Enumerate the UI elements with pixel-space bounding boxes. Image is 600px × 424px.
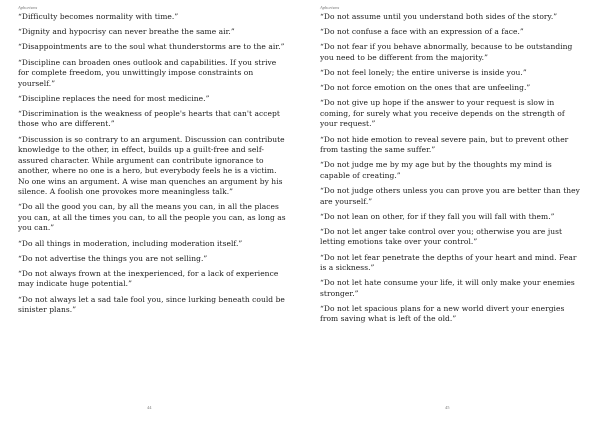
quote: “Do all the good you can, by all the means you can, in all the places you can, at all the times you can, to all the people you can, as long as you can.” [18, 202, 286, 233]
quote: “Disappointments are to the soul what thunderstorms are to the air.” [18, 42, 285, 52]
page-number-left: 44 [147, 405, 152, 410]
quote: “Do not let anger take control over you; otherwise you are just letting emotions take over your control.” [320, 226, 563, 247]
quote: “Do not judge others unless you can prove you are better than they are yourself.” [320, 186, 580, 206]
quote: “Do not always frown at the inexperienced, for a lack of experience may indicate huge potential.” [18, 268, 279, 289]
quote: “Do all things in moderation, including moderation itself.” [18, 238, 243, 248]
quote: “Discussion is so contrary to an argument. Discussion can contribute knowledge to the other, in effect, builds up a guilt-free and self-assured character. While argument can contribute ignorance to another, where no one is a hero, but everybody feels he is a victim. No one wins an argument. A wise man quenches an argument by his silence. A foolish one provokes more meaningless talk.” [18, 134, 285, 197]
quote: “Do not lean on other, for if they fall you will fall with them.” [320, 211, 555, 221]
quote: “Do not always let a sad tale fool you, since lurking beneath could be sinister plans.” [18, 294, 285, 315]
quote: “Do not force emotion on the ones that are unfeeling.” [320, 83, 531, 93]
quote: “Do not confuse a face with an expression of a face.” [320, 27, 524, 37]
quote-list-left [18, 12, 286, 320]
quote: “Discrimination is the weakness of people's hearts that can't accept those who are different.” [18, 108, 280, 129]
running-head-left: Aphorisms [18, 5, 38, 10]
quote-list-right [320, 12, 584, 330]
right-page [300, 0, 600, 424]
quote: “Discipline can broaden ones outlook and capabilities. If you strive for complete freedom, you unwittingly impose constraints on yourself.” [18, 57, 277, 88]
quote: “Do not let fear penetrate the depths of your heart and mind. Fear is a sickness.” [320, 252, 577, 273]
quote: “Do not fear if you behave abnormally, because to be outstanding you need to be different from the majority.” [320, 42, 573, 62]
quote: “Do not advertise the things you are not selling.” [18, 253, 208, 263]
running-head-right: Aphorisms [320, 5, 340, 10]
quote: “Discipline replaces the need for most medicine.” [18, 93, 210, 103]
quote: “Do not hide emotion to reveal severe pain, but to prevent other from tasting the same suffer.” [320, 134, 569, 155]
quote: “Do not let hate consume your life, it will only make your enemies stronger.” [320, 278, 575, 298]
quote: “Difficulty becomes normality with time.” [18, 12, 179, 21]
quote: “Do not let spacious plans for a new world divert your energies from saving what is left of the old.” [320, 303, 565, 324]
quote: “Do not give up hope if the answer to your request is slow in coming, for surely what you receive depends on the strength of your request.” [320, 98, 565, 129]
quote: “Do not judge me by my age but by the thoughts my mind is capable of creating.” [320, 160, 552, 180]
page-number-right: 45 [445, 405, 450, 410]
quote: “Do not feel lonely; the entire universe is inside you.” [320, 68, 527, 78]
quote: “Dignity and hypocrisy can never breathe the same air.” [18, 27, 235, 37]
quote: “Do not assume until you understand both sides of the story.” [320, 12, 558, 21]
